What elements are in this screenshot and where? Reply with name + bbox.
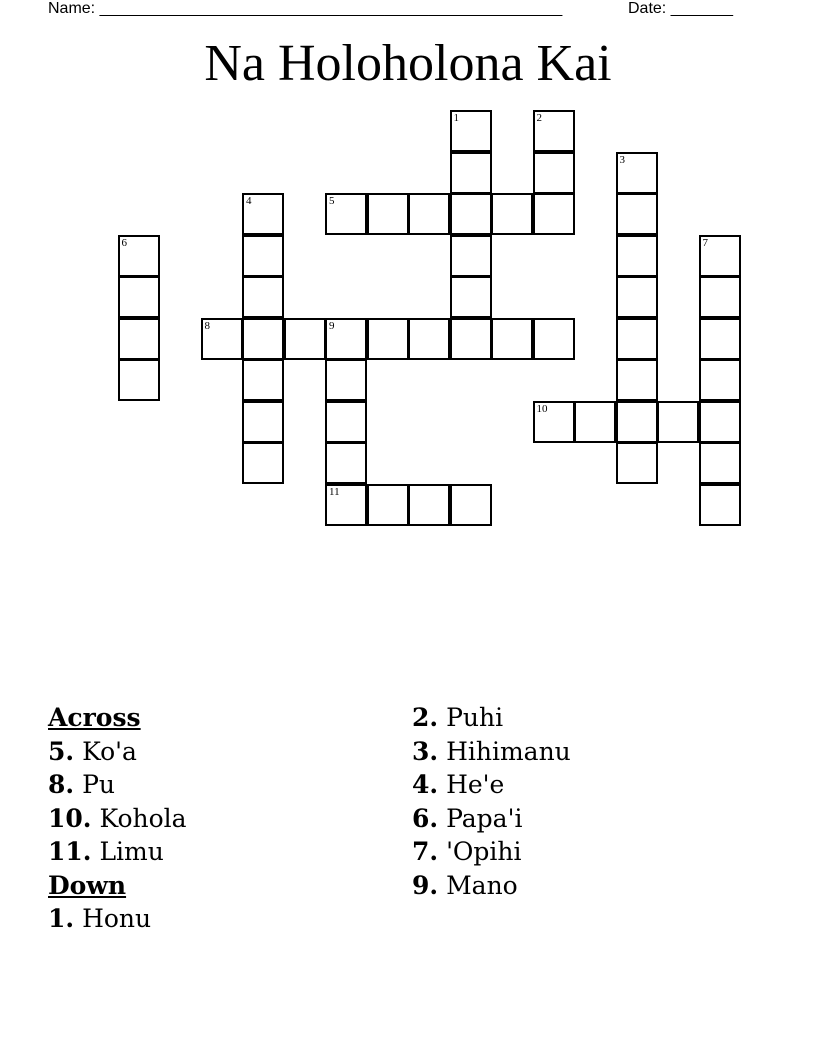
clue-item-text: Papa'i (446, 803, 523, 833)
crossword-cell[interactable] (367, 484, 409, 526)
crossword-cell[interactable] (450, 152, 492, 194)
crossword-cell[interactable] (118, 318, 160, 360)
clue-item (48, 835, 187, 869)
clue-item-text: 'Opihi (446, 837, 522, 866)
clue-number: 5 (329, 195, 335, 207)
clue-item-number: 3. (412, 736, 439, 766)
clue-item-text: He'e (446, 770, 505, 799)
clue-item (48, 768, 187, 802)
clue-number: 9 (329, 319, 335, 332)
crossword-cell[interactable] (450, 276, 492, 318)
clue-item-number: 7. (412, 837, 439, 866)
clue-section-heading: Across (48, 703, 141, 732)
clue-number: 7 (702, 236, 708, 249)
clue-item-text: Hihimanu (446, 736, 571, 766)
clue-item-text: Puhi (446, 703, 504, 732)
crossword-cell[interactable] (491, 193, 533, 235)
crossword-cell[interactable] (699, 484, 741, 526)
clue-item-number: 8. (48, 770, 75, 799)
crossword-cell[interactable] (242, 401, 284, 443)
crossword-cell[interactable] (118, 359, 160, 401)
crossword-cell[interactable] (118, 235, 160, 277)
clue-item (412, 735, 571, 769)
crossword-cell[interactable] (450, 484, 492, 526)
clue-item-number: 2. (412, 703, 439, 732)
clue-item-text: Honu (82, 904, 152, 933)
date-field-label: Date: _______ (628, 0, 733, 17)
crossword-cell[interactable] (242, 442, 284, 484)
clue-item-text: Ko'a (82, 736, 137, 766)
crossword-cell[interactable] (325, 401, 367, 443)
clue-item (48, 735, 187, 769)
crossword-cell[interactable] (242, 276, 284, 318)
clue-number: 8 (204, 319, 210, 332)
puzzle-title: Na Holoholona Kai (204, 35, 612, 92)
crossword-cell[interactable] (533, 152, 575, 194)
crossword-cell[interactable] (699, 359, 741, 401)
crossword-cell[interactable] (616, 235, 658, 277)
crossword-cell[interactable] (616, 401, 658, 443)
clue-item-text: Kohola (99, 803, 187, 833)
crossword-cell[interactable] (616, 359, 658, 401)
crossword-cell[interactable] (118, 276, 160, 318)
crossword-cell[interactable] (367, 193, 409, 235)
crossword-cell[interactable] (242, 359, 284, 401)
crossword-cell[interactable] (242, 193, 284, 235)
crossword-cell[interactable] (616, 193, 658, 235)
name-field-label: Name: ____________________________________________________ (48, 0, 563, 17)
clue-list-left (48, 701, 187, 936)
clue-number: 3 (619, 153, 625, 166)
clue-item (48, 802, 187, 836)
clue-item-number: 4. (412, 770, 439, 799)
crossword-cell[interactable] (616, 152, 658, 194)
clue-number: 11 (329, 485, 340, 498)
clue-number: 4 (246, 195, 252, 207)
clue-item-text: Limu (99, 837, 164, 866)
clue-item (48, 902, 187, 936)
clue-number: 2 (536, 112, 542, 124)
clue-item-number: 9. (412, 870, 439, 900)
crossword-cell[interactable] (699, 276, 741, 318)
clue-item-text: Pu (82, 770, 115, 799)
clue-item-text: Mano (446, 870, 518, 900)
crossword-cell[interactable] (616, 276, 658, 318)
crossword-cell[interactable] (284, 318, 326, 360)
clue-item (412, 802, 571, 836)
clue-item (412, 701, 571, 735)
crossword-cell[interactable] (325, 318, 367, 360)
crossword-cell[interactable] (450, 235, 492, 277)
crossword-cell[interactable] (242, 318, 284, 360)
clue-number: 6 (121, 236, 127, 249)
crossword-cell[interactable] (699, 235, 741, 277)
clue-item-number: 10. (48, 803, 92, 833)
crossword-cell[interactable] (657, 401, 699, 443)
crossword-cell[interactable] (325, 442, 367, 484)
clue-list-right (412, 701, 571, 902)
crossword-cell[interactable] (450, 110, 492, 152)
clue-number: 10 (536, 402, 548, 415)
crossword-cell[interactable] (533, 318, 575, 360)
crossword-cell[interactable] (408, 318, 450, 360)
clue-item-number: 5. (48, 736, 75, 766)
crossword-cell[interactable] (699, 401, 741, 443)
crossword-cell[interactable] (699, 318, 741, 360)
crossword-cell[interactable] (201, 318, 243, 360)
crossword-cell[interactable] (533, 110, 575, 152)
crossword-cell[interactable] (367, 318, 409, 360)
clue-section-heading: Down (48, 870, 127, 900)
crossword-cell[interactable] (616, 442, 658, 484)
crossword-cell[interactable] (533, 401, 575, 443)
crossword-cell[interactable] (242, 235, 284, 277)
clue-item (412, 869, 571, 903)
crossword-cell[interactable] (325, 193, 367, 235)
crossword-cell[interactable] (450, 318, 492, 360)
crossword-cell[interactable] (325, 484, 367, 526)
clue-item-number: 11. (48, 837, 92, 866)
crossword-cell[interactable] (616, 318, 658, 360)
clue-item-number: 6. (412, 803, 439, 833)
crossword-cell[interactable] (325, 359, 367, 401)
clue-item-number: 1. (48, 904, 75, 933)
crossword-cell[interactable] (408, 484, 450, 526)
crossword-cell[interactable] (450, 193, 492, 235)
clue-item (412, 768, 571, 802)
crossword-cell[interactable] (699, 442, 741, 484)
clue-number: 1 (453, 112, 459, 124)
crossword-cell[interactable] (408, 193, 450, 235)
crossword-cell[interactable] (533, 193, 575, 235)
clue-item (412, 835, 571, 869)
crossword-cell[interactable] (574, 401, 616, 443)
crossword-cell[interactable] (491, 318, 533, 360)
